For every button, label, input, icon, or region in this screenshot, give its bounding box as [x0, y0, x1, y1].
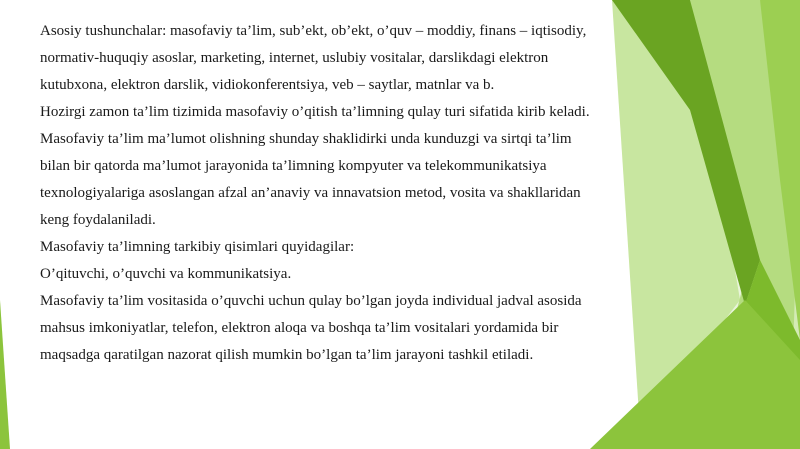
text-line: O’qituvchi, o’quvchi va kommunikatsiya.	[40, 266, 292, 282]
text-line: kutubxona, elektron darslik, vidiokonferentsiya, veb – saytlar, matnlar va b.	[40, 77, 495, 93]
text-line: keng foydalaniladi.	[40, 212, 156, 228]
text-line: bilan bir qatorda ma’lumot jarayonida ta’limning kompyuter va telekommunikatsiya	[40, 158, 547, 174]
text-line: Masofaviy ta’lim ma’lumot olishning shunday shaklidirki unda kunduzgi va sirtqi ta’lim	[40, 131, 572, 147]
text-line: Hozirgi zamon ta’lim tizimida masofaviy o’qitish ta’limning qulay turi sifatida kirib keladi.	[40, 104, 590, 120]
text-line: Masofaviy ta’lim vositasida o’quvchi uchun qulay bo’lgan joyda individual jadval asosida	[40, 293, 582, 309]
text-line: Asosiy tushunchalar: masofaviy ta’lim, sub’ekt, ob’ekt, o’quv – moddiy, finans – iqtisodiy,	[40, 23, 587, 39]
text-line: texnologiyalariga asoslangan afzal an’anaviy va innavatsion metod, vosita va shakllaridan	[40, 185, 581, 201]
text-line: mahsus imkoniyatlar, telefon, elektron aloqa va boshqa ta’lim vositalari yordamida bir	[40, 320, 559, 336]
text-line: Masofaviy ta’limning tarkibiy qisimlari quyidagilar:	[40, 239, 355, 255]
text-line: normativ-huquqiy asoslar, marketing, internet, uslubiy vositalar, darslikdagi elektron	[40, 50, 549, 66]
text-line: maqsadga qaratilgan nazorat qilish mumkin bo’lgan ta’lim jarayoni tashkil etiladi.	[40, 347, 534, 363]
facet-left-strip	[0, 300, 10, 449]
slide-body-text	[40, 18, 620, 369]
